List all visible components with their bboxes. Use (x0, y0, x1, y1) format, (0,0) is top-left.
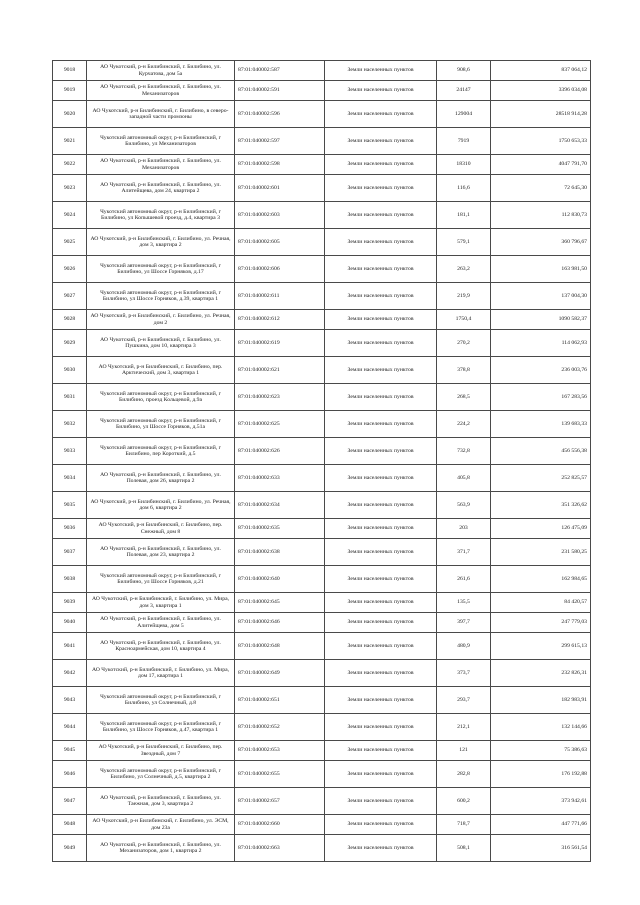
address-cell: АО Чукотский, р-н Билибинский, г. Билибино, ул. Речная, дом 2 (87, 310, 235, 330)
cadastral-value-cell: 360 796,67 (491, 229, 591, 256)
cadastral-number-cell: 87:01:040002:605 (235, 229, 325, 256)
table-row (53, 202, 591, 229)
row-number: 9028 (53, 310, 87, 330)
cadastral-value-cell: 162 984,65 (491, 566, 591, 593)
table-row (53, 256, 591, 283)
address-cell: АО Чукотский, р-н Билибинский, г. Билибино, ул. Механизаторов (87, 81, 235, 101)
row-number: 9036 (53, 519, 87, 539)
address-cell: АО Чукотский, р-н Билибинский, г. Билибино, ул. Мира, дом 17, квартира 1 (87, 660, 235, 687)
area-cell: 18310 (437, 155, 491, 175)
land-category-cell: Земли населенных пунктов (325, 202, 437, 229)
table-row (53, 566, 591, 593)
area-cell: 24147 (437, 81, 491, 101)
area-cell: 212,1 (437, 714, 491, 741)
cadastral-number-cell: 87:01:040002:655 (235, 761, 325, 788)
cadastral-value-cell: 75 386,63 (491, 741, 591, 761)
cadastral-number-cell: 87:01:040002:603 (235, 202, 325, 229)
cadastral-value-cell: 351 326,62 (491, 492, 591, 519)
land-category-cell: Земли населенных пунктов (325, 155, 437, 175)
cadastral-value-cell: 84 420,57 (491, 593, 591, 613)
land-category-cell: Земли населенных пунктов (325, 815, 437, 835)
cadastral-value-cell: 232 826,31 (491, 660, 591, 687)
cadastral-number-cell: 87:01:040002:651 (235, 687, 325, 714)
table-row (53, 61, 591, 81)
address-cell: АО Чукотский, р-н Билибинский, г. Билибино, пер. Звездный, дом 7 (87, 741, 235, 761)
cadastral-value-cell: 3396 034,08 (491, 81, 591, 101)
cadastral-number-cell: 87:01:040002:634 (235, 492, 325, 519)
land-category-cell: Земли населенных пунктов (325, 539, 437, 566)
table-row (53, 492, 591, 519)
cadastral-value-cell: 72 645,30 (491, 175, 591, 202)
row-number: 9031 (53, 384, 87, 411)
cadastral-number-cell: 87:01:040002:596 (235, 101, 325, 128)
land-category-cell: Земли населенных пунктов (325, 357, 437, 384)
table-row (53, 539, 591, 566)
table-row (53, 613, 591, 633)
address-cell: АО Чукотский, р-н Билибинский, г. Билибино, в северо-западной части промзоны (87, 101, 235, 128)
land-category-cell: Земли населенных пунктов (325, 283, 437, 310)
land-category-cell: Земли населенных пунктов (325, 128, 437, 155)
cadastral-number-cell: 87:01:040002:649 (235, 660, 325, 687)
cadastral-value-cell: 139 683,33 (491, 411, 591, 438)
row-number: 9043 (53, 687, 87, 714)
land-category-cell: Земли населенных пунктов (325, 256, 437, 283)
land-category-cell: Земли населенных пунктов (325, 492, 437, 519)
land-category-cell: Земли населенных пунктов (325, 741, 437, 761)
row-number: 9024 (53, 202, 87, 229)
address-cell: Чукотский автономный округ, р-н Билибинский, г Билибино, ул Копышевой проезд, д.4, квартира 3 (87, 202, 235, 229)
cadastral-number-cell: 87:01:040002:638 (235, 539, 325, 566)
table-body (53, 61, 591, 862)
cadastral-value-cell: 837 064,12 (491, 61, 591, 81)
table-row (53, 128, 591, 155)
area-cell: 219,9 (437, 283, 491, 310)
address-cell: Чукотский автономный округ, р-н Билибинский, г Билибино, проезд Кольцевой, д.9а (87, 384, 235, 411)
table-row (53, 660, 591, 687)
address-cell: АО Чукотский, р-н Билибинский, г. Билибино, ул. Механизаторов, дом 1, квартира 2 (87, 835, 235, 862)
cadastral-number-cell: 87:01:040002:640 (235, 566, 325, 593)
land-category-cell: Земли населенных пунктов (325, 519, 437, 539)
table-row (53, 633, 591, 660)
row-number: 9021 (53, 128, 87, 155)
document-page (52, 60, 590, 862)
address-cell: АО Чукотский, р-н Билибинский, г. Билибино, ул. Механизаторов (87, 155, 235, 175)
table-row (53, 788, 591, 815)
cadastral-value-cell: 28518 914,28 (491, 101, 591, 128)
area-cell: 373,7 (437, 660, 491, 687)
area-cell: 116,6 (437, 175, 491, 202)
cadastral-number-cell: 87:01:040002:652 (235, 714, 325, 741)
address-cell: АО Чукотский, р-н Билибинский, г. Билибино, ул. Полевая, дом 23, квартира 2 (87, 539, 235, 566)
area-cell: 129004 (437, 101, 491, 128)
address-cell: АО Чукотский, р-н Билибинский, г. Билибино, ул. Таежная, дом 3, квартира 2 (87, 788, 235, 815)
land-category-cell: Земли населенных пунктов (325, 835, 437, 862)
area-cell: 1750,4 (437, 310, 491, 330)
row-number: 9049 (53, 835, 87, 862)
address-cell: АО Чукотский, р-н Билибинский, г. Билибино, ул. Алитейщева, дом 24, квартира 2 (87, 175, 235, 202)
land-category-cell: Земли населенных пунктов (325, 660, 437, 687)
row-number: 9034 (53, 465, 87, 492)
row-number: 9041 (53, 633, 87, 660)
cadastral-value-cell: 176 192,88 (491, 761, 591, 788)
cadastral-value-cell: 137 004,30 (491, 283, 591, 310)
land-category-cell: Земли населенных пунктов (325, 788, 437, 815)
cadastral-value-cell: 316 561,54 (491, 835, 591, 862)
land-category-cell: Земли населенных пунктов (325, 384, 437, 411)
address-cell: АО Чукотский, р-н Билибинский, г. Билибино, пер. Снежный, дом 8 (87, 519, 235, 539)
table-row (53, 330, 591, 357)
row-number: 9029 (53, 330, 87, 357)
land-category-cell: Земли населенных пунктов (325, 761, 437, 788)
cadastral-value-cell: 252 825,57 (491, 465, 591, 492)
area-cell: 121 (437, 741, 491, 761)
area-cell: 508,1 (437, 835, 491, 862)
land-category-cell: Земли населенных пунктов (325, 175, 437, 202)
cadastral-number-cell: 87:01:040002:633 (235, 465, 325, 492)
row-number: 9032 (53, 411, 87, 438)
table-row (53, 761, 591, 788)
address-cell: Чукотский автономный округ, р-н Билибинский, г Билибино, ул Солнечный, д.5, квартира 2 (87, 761, 235, 788)
cadastral-number-cell: 87:01:040002:606 (235, 256, 325, 283)
area-cell: 563,9 (437, 492, 491, 519)
land-category-cell: Земли населенных пунктов (325, 101, 437, 128)
table-row (53, 519, 591, 539)
address-cell: Чукотский автономный округ, р-н Билибинский, г Билибино, ул Солнечный, д.8 (87, 687, 235, 714)
row-number: 9047 (53, 788, 87, 815)
cadastral-value-cell: 1090 582,37 (491, 310, 591, 330)
row-number: 9035 (53, 492, 87, 519)
cadastral-value-cell: 1750 653,33 (491, 128, 591, 155)
address-cell: АО Чукотский, р-н Билибинский, г. Билибино, ул. Пушкина, дом 10, квартира 3 (87, 330, 235, 357)
row-number: 9027 (53, 283, 87, 310)
row-number: 9048 (53, 815, 87, 835)
area-cell: 293,7 (437, 687, 491, 714)
address-cell: АО Чукотский, р-н Билибинский, г. Билибино, ул. Курчатова, дом 5а (87, 61, 235, 81)
row-number: 9045 (53, 741, 87, 761)
address-cell: Чукотский автономный округ, р-н Билибинский, г Билибино, ул Механизаторов (87, 128, 235, 155)
area-cell: 268,5 (437, 384, 491, 411)
land-category-cell: Земли населенных пунктов (325, 633, 437, 660)
area-cell: 224,2 (437, 411, 491, 438)
address-cell: Чукотский автономный округ, р-н Билибинский, г Билибино, ул Шоссе Горняков, д.39, квартира 1 (87, 283, 235, 310)
row-number: 9039 (53, 593, 87, 613)
table-row (53, 384, 591, 411)
row-number: 9025 (53, 229, 87, 256)
table-row (53, 815, 591, 835)
table-row (53, 714, 591, 741)
address-cell: АО Чукотский, р-н Билибинский, г. Билибино, ул. Полевая, дом 26, квартира 2 (87, 465, 235, 492)
area-cell: 203 (437, 519, 491, 539)
table-row (53, 438, 591, 465)
cadastral-value-cell: 236 003,76 (491, 357, 591, 384)
row-number: 9020 (53, 101, 87, 128)
table-row (53, 357, 591, 384)
table-row (53, 310, 591, 330)
land-category-cell: Земли населенных пунктов (325, 330, 437, 357)
cadastral-value-cell: 167 283,56 (491, 384, 591, 411)
cadastral-value-cell: 114 062,93 (491, 330, 591, 357)
land-category-cell: Земли населенных пунктов (325, 438, 437, 465)
land-category-cell: Земли населенных пунктов (325, 310, 437, 330)
land-category-cell: Земли населенных пунктов (325, 687, 437, 714)
area-cell: 378,8 (437, 357, 491, 384)
land-category-cell: Земли населенных пунктов (325, 411, 437, 438)
area-cell: 579,1 (437, 229, 491, 256)
area-cell: 270,2 (437, 330, 491, 357)
cadastral-number-cell: 87:01:040002:663 (235, 835, 325, 862)
land-category-cell: Земли населенных пунктов (325, 61, 437, 81)
address-cell: АО Чукотский, р-н Билибинский, г. Билибино, ул. Алитейщева, дом 5 (87, 613, 235, 633)
cadastral-number-cell: 87:01:040002:591 (235, 81, 325, 101)
row-number: 9033 (53, 438, 87, 465)
land-category-cell: Земли населенных пунктов (325, 613, 437, 633)
row-number: 9042 (53, 660, 87, 687)
area-cell: 282,8 (437, 761, 491, 788)
area-cell: 732,8 (437, 438, 491, 465)
address-cell: Чукотский автономный округ, р-н Билибинский, г Билибино, ул Шоссе Горняков, д.21 (87, 566, 235, 593)
address-cell: АО Чукотский, р-н Билибинский, г. Билибино, ул. Красноармейская, дом 10, квартира 4 (87, 633, 235, 660)
table-row (53, 741, 591, 761)
address-cell: АО Чукотский, р-н Билибинский, г. Билибино, ул. Мира, дом 3, квартира 1 (87, 593, 235, 613)
cadastral-number-cell: 87:01:040002:621 (235, 357, 325, 384)
cadastral-number-cell: 87:01:040002:625 (235, 411, 325, 438)
land-category-cell: Земли населенных пунктов (325, 714, 437, 741)
cadastral-value-cell: 126 475,09 (491, 519, 591, 539)
row-number: 9022 (53, 155, 87, 175)
row-number: 9040 (53, 613, 87, 633)
table-row (53, 283, 591, 310)
address-cell: АО Чукотский, р-н Билибинский, г. Билибино, ул. Речная, дом 6, квартира 2 (87, 492, 235, 519)
table-row (53, 835, 591, 862)
row-number: 9019 (53, 81, 87, 101)
cadastral-value-cell: 373 942,61 (491, 788, 591, 815)
area-cell: 7919 (437, 128, 491, 155)
cadastral-value-cell: 247 779,03 (491, 613, 591, 633)
address-cell: АО Чукотский, р-н Билибинский, г. Билибино, пер. Арктический, дом 3, квартира 1 (87, 357, 235, 384)
table-row (53, 175, 591, 202)
area-cell: 371,7 (437, 539, 491, 566)
area-cell: 261,6 (437, 566, 491, 593)
area-cell: 263,2 (437, 256, 491, 283)
table-row (53, 155, 591, 175)
cadastral-number-cell: 87:01:040002:619 (235, 330, 325, 357)
cadastral-number-cell: 87:01:040002:601 (235, 175, 325, 202)
area-cell: 600,2 (437, 788, 491, 815)
cadastral-value-cell: 231 580,25 (491, 539, 591, 566)
cadastral-number-cell: 87:01:040002:653 (235, 741, 325, 761)
cadastral-number-cell: 87:01:040002:611 (235, 283, 325, 310)
cadastral-value-cell: 132 144,66 (491, 714, 591, 741)
table-row (53, 465, 591, 492)
land-plots-table (52, 60, 591, 862)
table-row (53, 101, 591, 128)
cadastral-value-cell: 163 981,50 (491, 256, 591, 283)
row-number: 9026 (53, 256, 87, 283)
cadastral-number-cell: 87:01:040002:623 (235, 384, 325, 411)
row-number: 9018 (53, 61, 87, 81)
cadastral-number-cell: 87:01:040002:635 (235, 519, 325, 539)
address-cell: Чукотский автономный округ, р-н Билибинский, г Билибино, ул Шоссе Горняков, д.17 (87, 256, 235, 283)
area-cell: 135,5 (437, 593, 491, 613)
cadastral-value-cell: 182 983,91 (491, 687, 591, 714)
row-number: 9046 (53, 761, 87, 788)
land-category-cell: Земли населенных пунктов (325, 566, 437, 593)
address-cell: Чукотский автономный округ, р-н Билибинский, г Билибино, пер Короткий, д.5 (87, 438, 235, 465)
cadastral-number-cell: 87:01:040002:645 (235, 593, 325, 613)
area-cell: 908,6 (437, 61, 491, 81)
row-number: 9037 (53, 539, 87, 566)
land-category-cell: Земли населенных пунктов (325, 229, 437, 256)
cadastral-number-cell: 87:01:040002:646 (235, 613, 325, 633)
area-cell: 405,8 (437, 465, 491, 492)
table-row (53, 81, 591, 101)
cadastral-value-cell: 4047 791,70 (491, 155, 591, 175)
cadastral-number-cell: 87:01:040002:612 (235, 310, 325, 330)
row-number: 9023 (53, 175, 87, 202)
land-category-cell: Земли населенных пунктов (325, 465, 437, 492)
cadastral-number-cell: 87:01:040002:597 (235, 128, 325, 155)
cadastral-value-cell: 112 830,73 (491, 202, 591, 229)
cadastral-number-cell: 87:01:040002:660 (235, 815, 325, 835)
address-cell: АО Чукотский, р-н Билибинский, г. Билибино, ул. ЭСМ, дом 23а (87, 815, 235, 835)
area-cell: 397,7 (437, 613, 491, 633)
cadastral-number-cell: 87:01:040002:587 (235, 61, 325, 81)
area-cell: 718,7 (437, 815, 491, 835)
table-row (53, 411, 591, 438)
table-row (53, 687, 591, 714)
cadastral-number-cell: 87:01:040002:626 (235, 438, 325, 465)
area-cell: 181,1 (437, 202, 491, 229)
row-number: 9030 (53, 357, 87, 384)
row-number: 9038 (53, 566, 87, 593)
area-cell: 480,9 (437, 633, 491, 660)
address-cell: Чукотский автономный округ, р-н Билибинский, г Билибино, ул Шоссе Горняков, д.51а (87, 411, 235, 438)
cadastral-number-cell: 87:01:040002:648 (235, 633, 325, 660)
land-category-cell: Земли населенных пунктов (325, 81, 437, 101)
land-category-cell: Земли населенных пунктов (325, 593, 437, 613)
cadastral-value-cell: 456 556,38 (491, 438, 591, 465)
table-row (53, 593, 591, 613)
row-number: 9044 (53, 714, 87, 741)
table-row (53, 229, 591, 256)
cadastral-number-cell: 87:01:040002:598 (235, 155, 325, 175)
cadastral-value-cell: 447 771,66 (491, 815, 591, 835)
address-cell: Чукотский автономный округ, р-н Билибинский, г Билибино, ул Шоссе Горняков, д.47, квартира 1 (87, 714, 235, 741)
cadastral-number-cell: 87:01:040002:657 (235, 788, 325, 815)
address-cell: АО Чукотский, р-н Билибинский, г. Билибино, ул. Речная, дом 3, квартира 2 (87, 229, 235, 256)
cadastral-value-cell: 299 615,13 (491, 633, 591, 660)
